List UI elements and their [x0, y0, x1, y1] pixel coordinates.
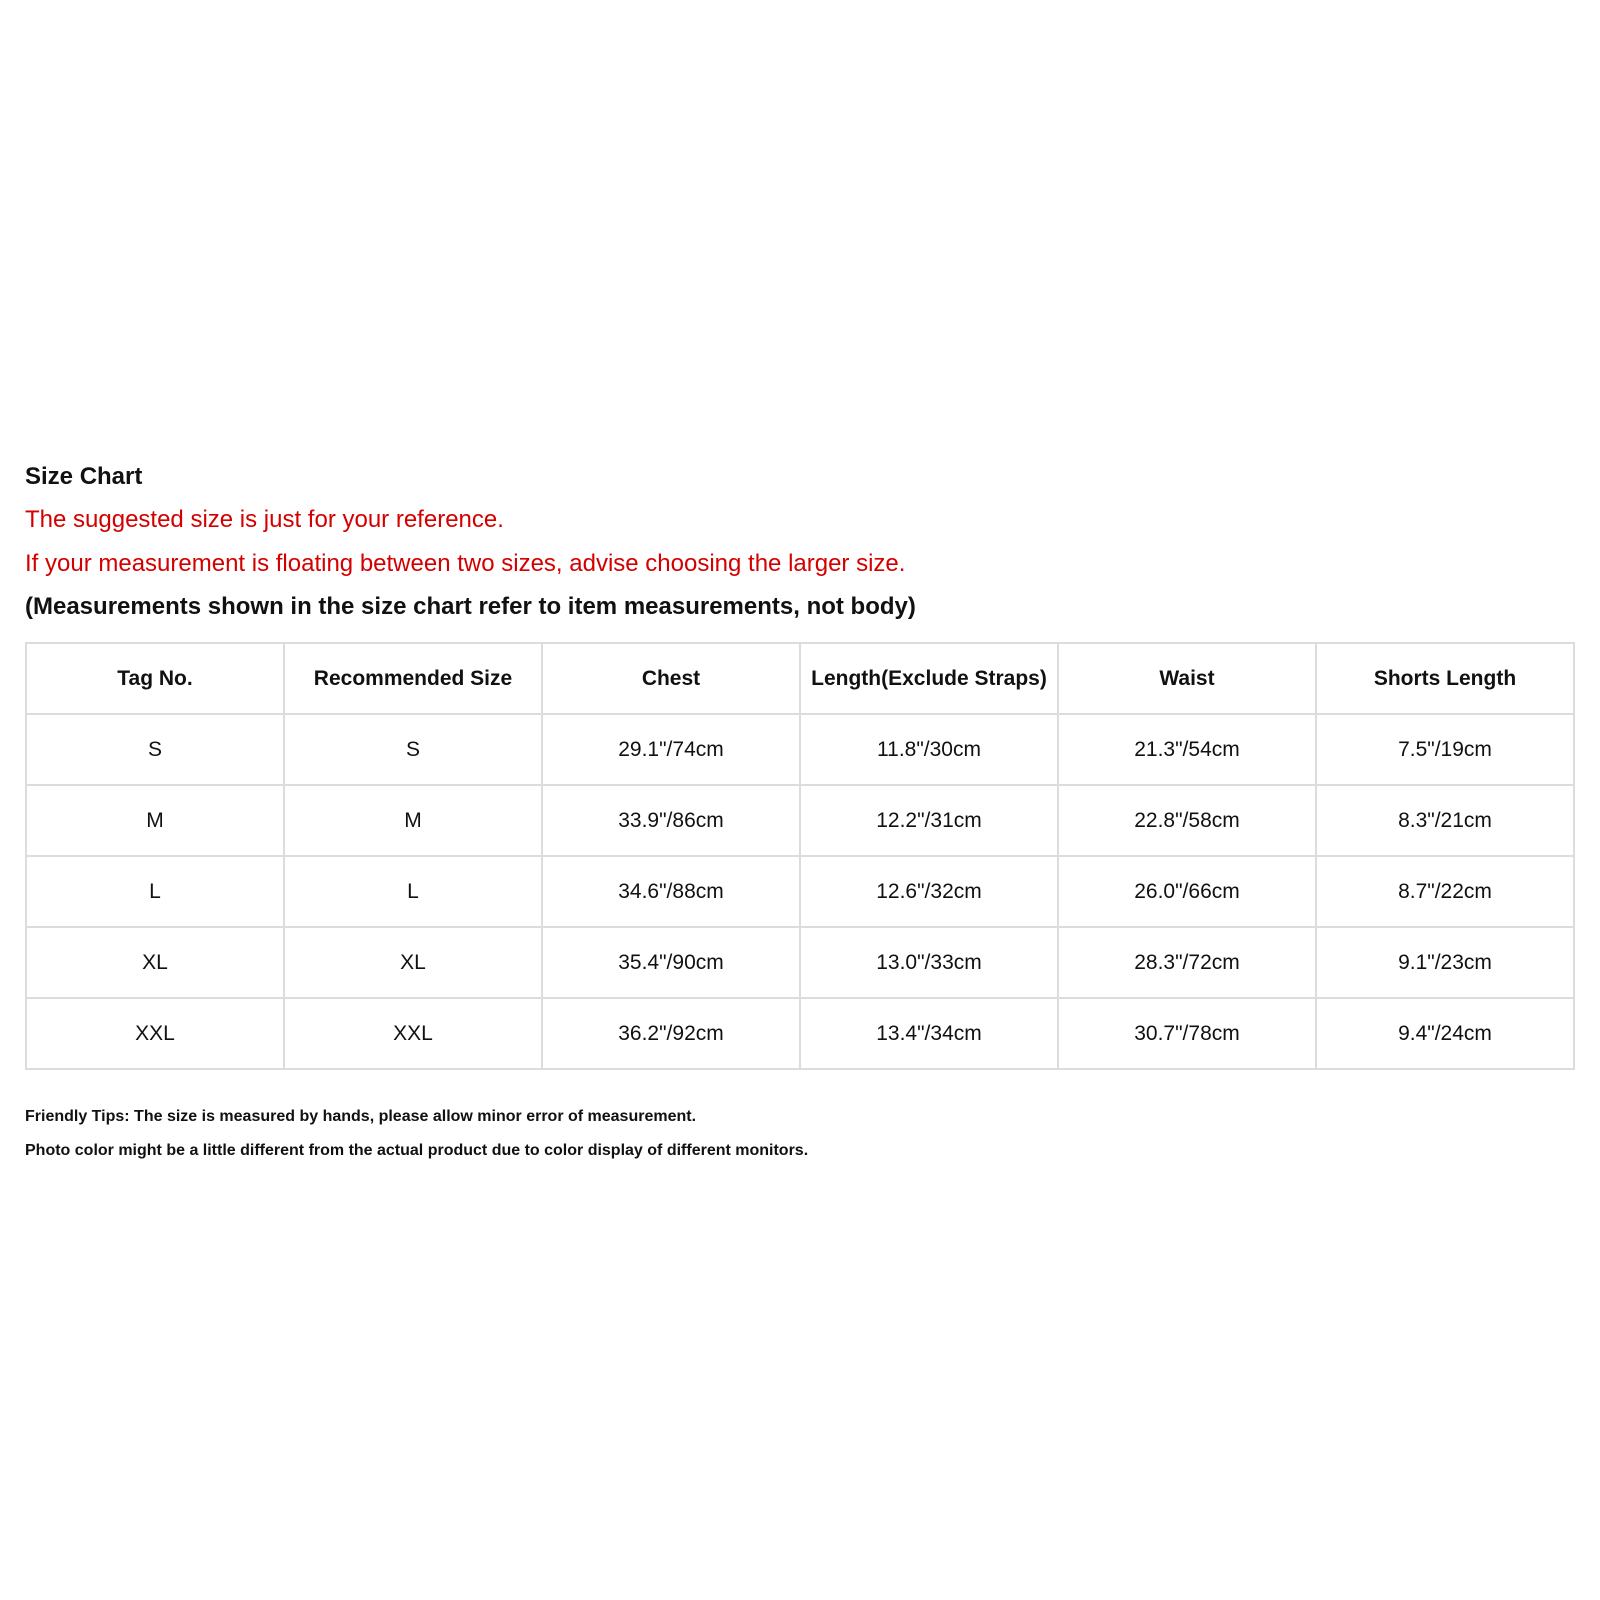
cell-recommended-size: XXL: [284, 998, 542, 1069]
table-row: [26, 714, 1574, 785]
cell-shorts-length: 8.3"/21cm: [1316, 785, 1574, 856]
cell-waist: 21.3"/54cm: [1058, 714, 1316, 785]
table-row: [26, 927, 1574, 998]
table-row: [26, 785, 1574, 856]
cell-length: 12.6"/32cm: [800, 856, 1058, 927]
cell-waist: 30.7"/78cm: [1058, 998, 1316, 1069]
measurement-note: (Measurements shown in the size chart refer to item measurements, not body): [25, 593, 916, 620]
cell-recommended-size: L: [284, 856, 542, 927]
cell-chest: 33.9"/86cm: [542, 785, 800, 856]
table-row: [26, 998, 1574, 1069]
table-header: [26, 643, 1574, 714]
cell-recommended-size: M: [284, 785, 542, 856]
cell-shorts-length: 9.4"/24cm: [1316, 998, 1574, 1069]
sizing-advice-note: If your measurement is floating between two sizes, advise choosing the larger size.: [25, 550, 906, 577]
cell-recommended-size: S: [284, 714, 542, 785]
cell-waist: 22.8"/58cm: [1058, 785, 1316, 856]
cell-shorts-length: 9.1"/23cm: [1316, 927, 1574, 998]
cell-length: 12.2"/31cm: [800, 785, 1058, 856]
cell-length: 13.0"/33cm: [800, 927, 1058, 998]
column-header-shorts-length: Shorts Length: [1316, 643, 1574, 714]
cell-tag-no: XXL: [26, 998, 284, 1069]
cell-chest: 35.4"/90cm: [542, 927, 800, 998]
cell-shorts-length: 8.7"/22cm: [1316, 856, 1574, 927]
table-body: [26, 714, 1574, 1069]
reference-note: The suggested size is just for your reference.: [25, 506, 504, 533]
cell-waist: 28.3"/72cm: [1058, 927, 1316, 998]
header-row: [26, 643, 1574, 714]
size-table: [25, 642, 1575, 1070]
page-title: Size Chart: [25, 463, 143, 490]
cell-length: 11.8"/30cm: [800, 714, 1058, 785]
column-header-chest: Chest: [542, 643, 800, 714]
cell-waist: 26.0"/66cm: [1058, 856, 1316, 927]
column-header-recommended-size: Recommended Size: [284, 643, 542, 714]
column-header-waist: Waist: [1058, 643, 1316, 714]
column-header-length: Length(Exclude Straps): [800, 643, 1058, 714]
cell-chest: 36.2"/92cm: [542, 998, 800, 1069]
table-row: [26, 856, 1574, 927]
friendly-tip: Friendly Tips: The size is measured by hands, please allow minor error of measurement.: [25, 1108, 697, 1125]
column-header-tag-no: Tag No.: [26, 643, 284, 714]
cell-recommended-size: XL: [284, 927, 542, 998]
cell-tag-no: M: [26, 785, 284, 856]
cell-chest: 34.6"/88cm: [542, 856, 800, 927]
cell-chest: 29.1"/74cm: [542, 714, 800, 785]
cell-tag-no: L: [26, 856, 284, 927]
cell-tag-no: S: [26, 714, 284, 785]
cell-shorts-length: 7.5"/19cm: [1316, 714, 1574, 785]
cell-tag-no: XL: [26, 927, 284, 998]
color-disclaimer: Photo color might be a little different from the actual product due to color display of different monitors.: [25, 1142, 809, 1159]
cell-length: 13.4"/34cm: [800, 998, 1058, 1069]
